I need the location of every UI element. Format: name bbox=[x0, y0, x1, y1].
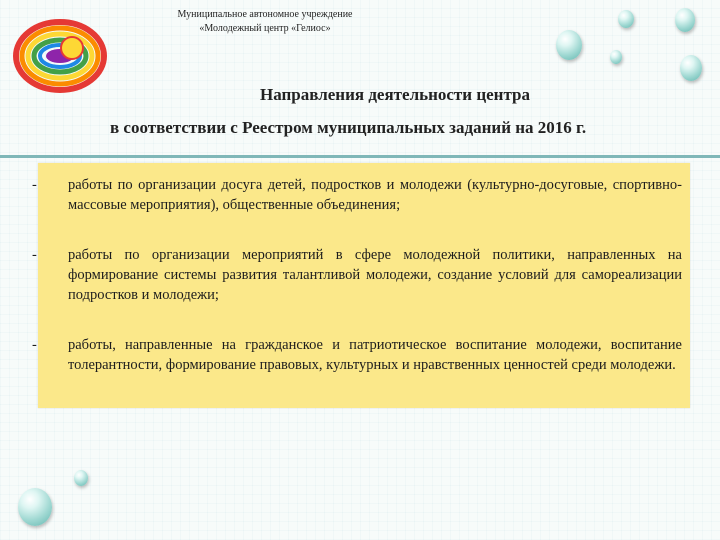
water-drop-icon bbox=[675, 8, 695, 32]
list-item-text: работы, направленные на гражданское и патриотическое воспитание молодежи, воспитание толерантности, формирование правовых, культурных и нравственных ценностей среди молодежи. bbox=[68, 337, 682, 373]
list-item-text: работы по организации мероприятий в сфере молодежной политики, направленных на формирование системы развития талантливой молодежи, создание условий для самореализации подростков и молодежи; bbox=[68, 247, 682, 303]
water-drop-icon bbox=[680, 55, 702, 81]
content-panel bbox=[32, 163, 690, 408]
page-title: Направления деятельности центра bbox=[260, 85, 530, 104]
water-drop-icon bbox=[610, 50, 622, 64]
water-drop-icon bbox=[618, 10, 634, 28]
list-dash: - bbox=[32, 337, 37, 353]
divider bbox=[0, 155, 720, 158]
list-item-text: работы по организации досуга детей, подростков и молодежи (культурно-досуговые, спортивно-массовые мероприятия), общественные объединения; bbox=[68, 177, 682, 213]
water-drop-icon bbox=[18, 488, 52, 526]
list-dash: - bbox=[32, 247, 37, 263]
list-dash: - bbox=[32, 177, 37, 193]
water-drop-icon bbox=[74, 470, 88, 486]
org-line-2: «Молодежный центр «Гелиос» bbox=[199, 23, 331, 34]
water-drop-icon bbox=[556, 30, 582, 60]
org-line-1: Муниципальное автономное учреждение bbox=[177, 9, 353, 20]
page-subtitle: в соответствии с Реестром муниципальных заданий на 2016 г. bbox=[110, 118, 587, 137]
organization-header bbox=[130, 8, 400, 36]
